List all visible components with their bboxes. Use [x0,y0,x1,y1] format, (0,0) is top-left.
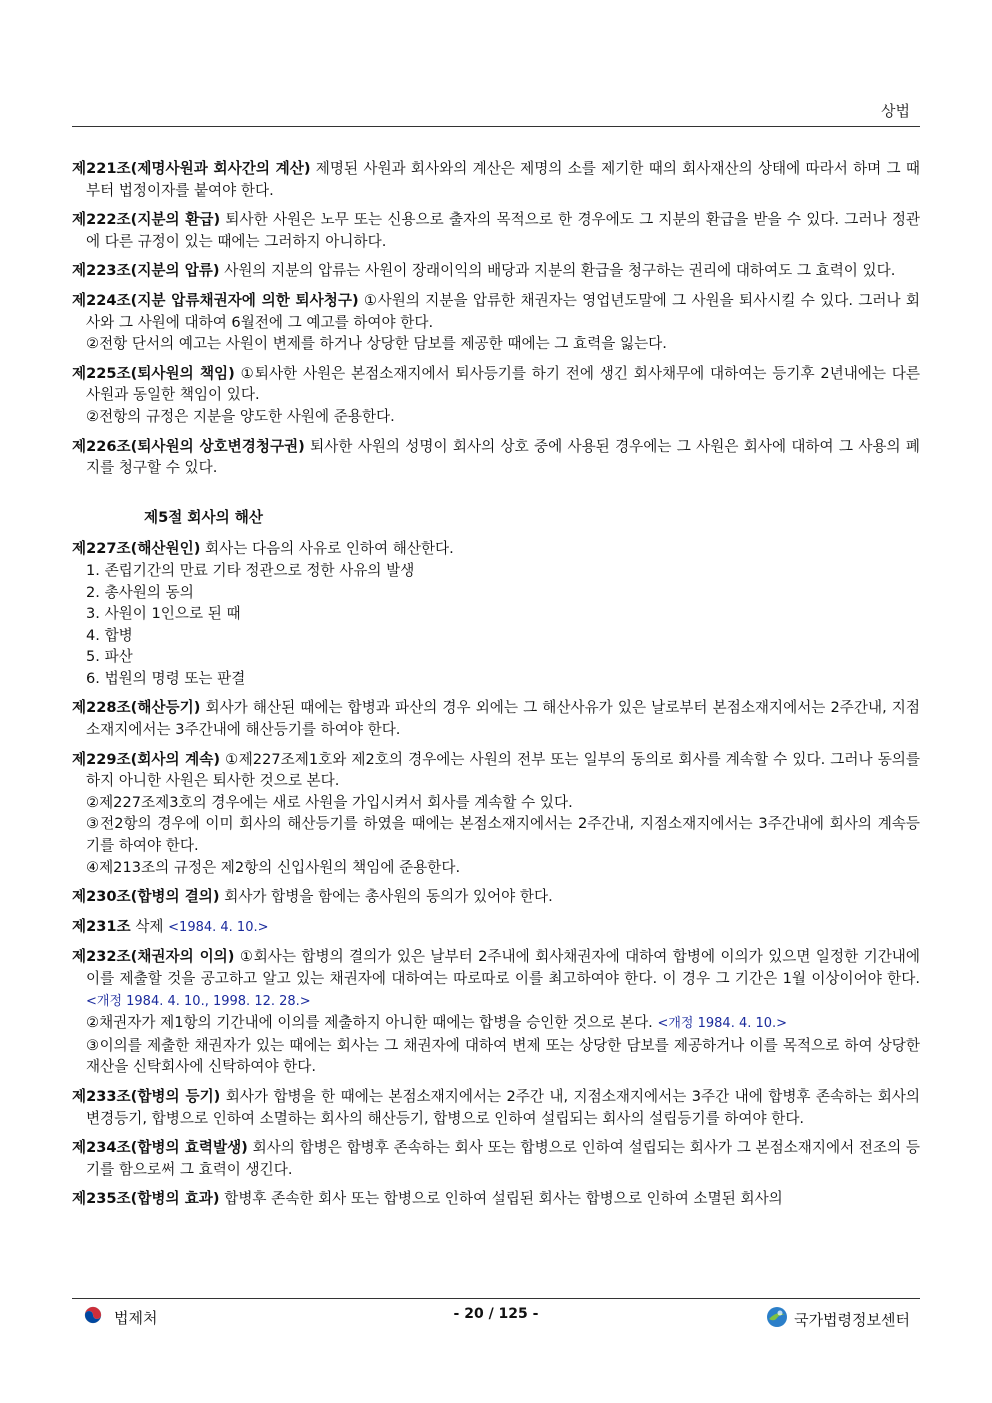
list-item: 2. 총사원의 동의 [86,583,194,601]
article [72,1086,920,1129]
article-paragraph: ③전2항의 경우에 이미 회사의 해산등기를 하였을 때에는 본점소재지에서는 2주간내, 지점소재지에서는 3주간내에 회사의 계속등기를 하여야 한다. [86,815,920,855]
article-title: 제233조(합병의 등기) [72,1087,221,1105]
article-paragraph: ①퇴사한 사원은 본점소재지에서 퇴사등기를 하기 전에 생긴 회사채무에 대하여는 등기후 2년내에는 다른 사원과 동일한 책임이 있다. [86,364,920,404]
article-227 [72,538,920,689]
list-item: 3. 사원이 1인으로 된 때 [86,605,241,623]
law-info-center-logo-icon [766,1306,788,1332]
articles-group-bottom [72,697,920,907]
article-232 [72,946,920,1078]
article-title: 제223조(지분의 압류) [72,262,220,280]
amendment-note: <개정 1984. 4. 10.> [657,1016,788,1032]
article [72,749,920,879]
article-paragraph: 퇴사한 사원의 성명이 회사의 상호 중에 사용된 경우에는 그 사원은 회사에 대하여 그 사용의 폐지를 청구할 수 있다. [86,437,921,477]
footer-right-label: 국가법령정보센터 [794,1310,910,1329]
article-title: 제229조(회사의 계속) [72,750,221,768]
header-divider [72,126,920,127]
article-paragraph: 퇴사한 사원은 노무 또는 신용으로 출자의 목적으로 한 경우에도 그 지분의 환급을 받을 수 있다. 그러나 정관에 다른 규정이 있는 때에는 그러하지 아니하다. [86,211,921,250]
page-number: - 20 / 125 - [453,1306,539,1322]
article-text: 회사는 다음의 사유로 인하여 해산한다. [205,540,454,558]
article-title: 제234조(합병의 효력발생) [72,1139,248,1157]
article-paragraph: ④제213조의 규정은 제2항의 신입사원의 책임에 준용한다. [86,858,461,876]
article-paragraph: 회사의 합병은 합병후 존속하는 회사 또는 합병으로 인하여 설립되는 회사가 그 본점소재지에서 전조의 등기를 함으로써 그 효력이 생긴다. [86,1139,921,1178]
articles-group-last [72,1086,920,1210]
article-paragraph: ②전항의 규정은 지분을 양도한 사원에 준용한다. [86,407,395,425]
article [72,436,920,479]
amendment-note: <1984. 4. 10.> [168,919,269,935]
article-title: 제227조(해산원인) [72,540,201,558]
article-paragraph: ①회사는 합병의 결의가 있은 날부터 2주내에 회사채권자에 대하여 합병에 이의가 있으면 일정한 기간내에 이를 제출할 것을 공고하고 알고 있는 채권자에 대하여는 따로따로 이를 최고하여야 한다. 이 경우 그 기간은 1월 이상이어야 한다. [86,948,921,987]
article-231 [72,916,920,939]
article-title: 제228조(해산등기) [72,699,201,717]
article [72,290,920,355]
article-title: 제224조(지분 압류채권자에 의한 퇴사청구) [72,291,359,309]
article-paragraph: 제명된 사원과 회사와의 계산은 제명의 소를 제기한 때의 회사재산의 상태에 따라서 하며 그 때부터 법정이자를 붙여야 한다. [86,160,920,199]
article-paragraph: 회사가 합병을 한 때에는 본점소재지에서는 2주간 내, 지점소재지에서는 3주간 내에 합병후 존속하는 회사의 변경등기, 합병으로 인하여 소멸하는 회사의 해산등기, 합병으로 인하여 설립되는 회사의 설립등기를 하여야 한다. [86,1087,920,1127]
article-paragraph: 회사가 합병을 함에는 총사원의 동의가 있어야 한다. [224,888,553,906]
article-paragraph: ②채권자가 제1항의 기간내에 이의를 제출하지 아니한 때에는 합병을 승인한 것으로 본다. [86,1014,653,1032]
footer-left-label: 법제처 [114,1308,158,1327]
list-item: 6. 법원의 명령 또는 판결 [86,669,246,687]
article [72,363,920,428]
article-paragraph: ②전항 단서의 예고는 사원이 변제를 하거나 상당한 담보를 제공한 때에는 그 효력을 잃는다. [86,335,667,353]
amendment-note: <개정 1984. 4. 10., 1998. 12. 28.> [86,993,311,1009]
articles-group-top [72,158,920,479]
article [72,209,920,252]
section-title: 제5절 회사의 해산 [144,508,263,526]
list-item: 5. 파산 [86,648,133,666]
article-paragraph: ①사원의 지분을 압류한 채권자는 영업년도말에 그 사원을 퇴사시킬 수 있다. 그러나 회사와 그 사원에 대하여 6월전에 그 예고를 하여야 한다. [86,291,920,331]
article [72,1188,920,1210]
article-paragraph: ③이의를 제출한 채권자가 있는 때에는 회사는 그 채권자에 대하여 변제 또는 상당한 담보를 제공하거나 이를 목적으로 하여 상당한 재산을 신탁회사에 신탁하여야 한다. [86,1036,920,1076]
article [72,158,920,201]
article-title: 제231조 [72,917,131,935]
article [72,260,920,282]
article-paragraph: 사원의 지분의 압류는 사원이 장래이익의 배당과 지분의 환급을 청구하는 권리에 대하여도 그 효력이 있다. [224,262,896,280]
article-text: 삭제 [135,917,164,935]
list-item: 4. 합병 [86,626,133,644]
article-paragraph: ①제227조제1호와 제2호의 경우에는 사원의 전부 또는 일부의 동의로 회사를 계속할 수 있다. 그러나 동의를 하지 아니한 사원은 퇴사한 것으로 본다. [86,750,920,790]
article-paragraph: 회사가 해산된 때에는 합병과 파산의 경우 외에는 그 해산사유가 있은 날로부터 본점소재지에서는 2주간내, 지점소재지에서는 3주간내에 해산등기를 하여야 한다. [86,699,920,739]
footer-right [766,1306,910,1332]
page-header-title: 상법 [881,102,910,120]
article-title: 제222조(지분의 환급) [72,211,221,229]
document-body [72,158,920,1218]
footer-divider [72,1298,920,1299]
article-title: 제230조(합병의 결의) [72,888,220,906]
list-item: 1. 존립기간의 만료 기타 정관으로 정한 사유의 발생 [86,561,415,579]
article [72,886,920,908]
article-title: 제235조(합병의 효과) [72,1190,220,1208]
article [72,697,920,740]
article-title: 제225조(퇴사원의 책임) [72,364,235,382]
article-title: 제221조(제명사원과 회사간의 계산) [72,160,311,177]
article [72,1137,920,1180]
article-title: 제226조(퇴사원의 상호변경청구권) [72,437,305,455]
article-paragraph: ②제227조제3호의 경우에는 새로 사원을 가입시켜서 회사를 계속할 수 있다. [86,793,573,811]
article-title: 제232조(채권자의 이의) [72,948,235,966]
article-paragraph: 합병후 존속한 회사 또는 합병으로 인하여 설립된 회사는 합병으로 인하여 소멸된 회사의 [224,1190,783,1208]
